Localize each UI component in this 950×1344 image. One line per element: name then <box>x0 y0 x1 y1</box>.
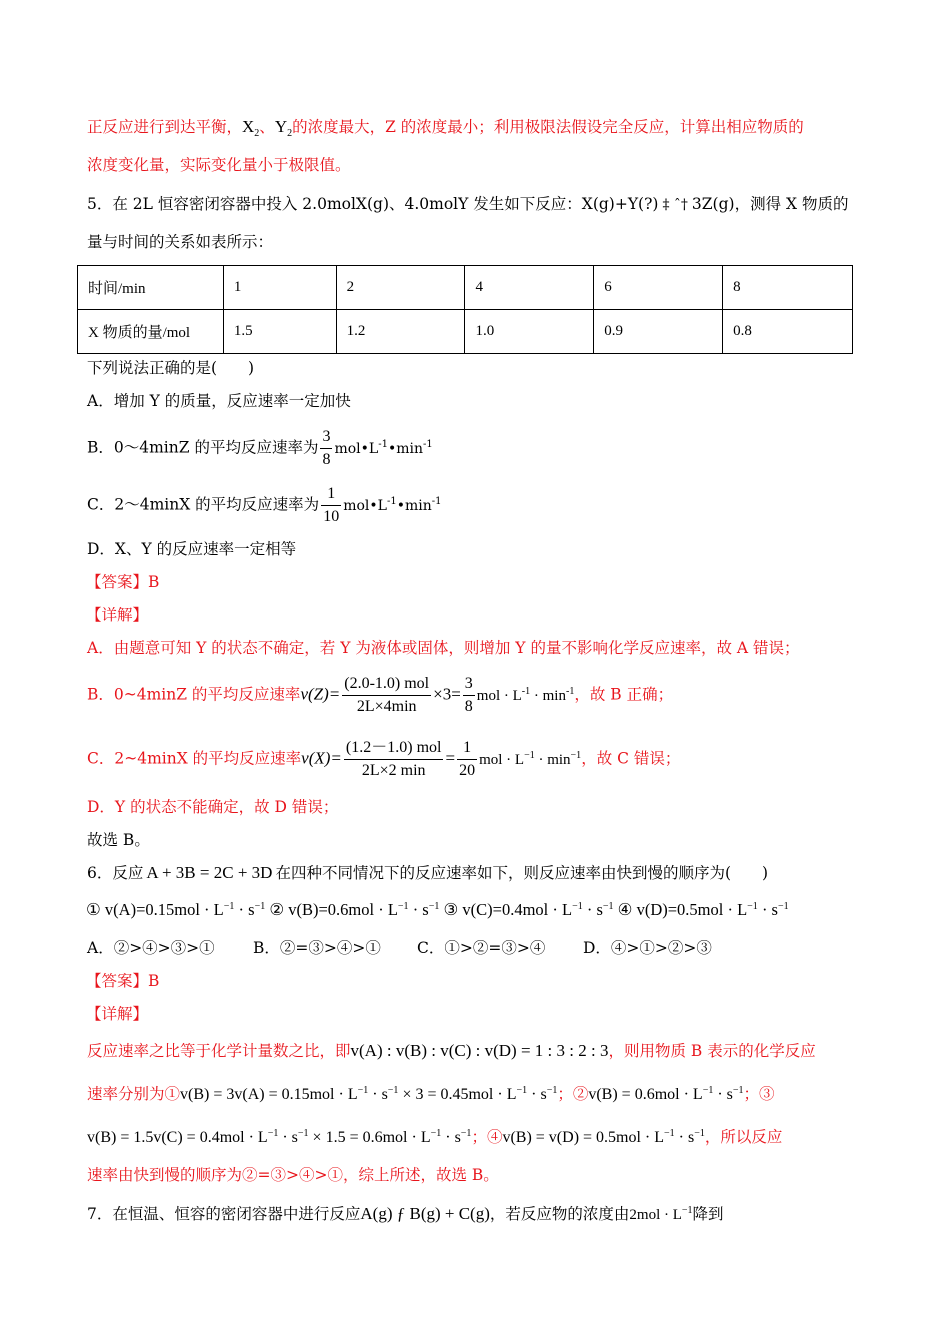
q5-explain-d: D．Y 的状态不能确定，故 D 错误； <box>87 798 339 816</box>
explain-c-post: ，故 C 错误； <box>581 749 681 768</box>
rate-expr: v(X)= <box>301 748 342 768</box>
q5-option-c <box>87 483 441 528</box>
q6-stem-b: 在四种不同情况下的反应速率如下，则反应速率由快到慢的顺序为( ) <box>275 864 769 882</box>
rate-item: ① $v(A)=0.15mol \cdot L^{-1} \cdot s^{-1}$ <box>86 900 266 919</box>
unit: $mol•L^{-1}•\min^{-1}$ <box>343 495 442 514</box>
y2-symbol: $Y_2$ <box>274 117 293 139</box>
table-header-amount: X 物质的量/mol <box>78 310 224 354</box>
rate-item: ③ $v(C)=0.4mol \cdot L^{-1} \cdot s^{-1}$ <box>443 900 614 919</box>
q7-stem <box>87 1203 724 1226</box>
table-cell: 4 <box>465 266 594 310</box>
q5-data-table <box>77 265 853 354</box>
q6-stem-a: 6．反应 <box>87 864 144 882</box>
q5-detail-heading: 【详解】 <box>86 606 149 624</box>
q5-explain-a: A．由题意可知 Y 的状态不确定，若 Y 为液体或固体，则增加 Y 的量不影响化学反应速率，故 A 错误； <box>87 639 800 657</box>
q5-stem-a: 5．在 2L 恒容密闭容器中投入 2.0molX(g)、4.0molY 发生如下反应：X(g)+Y(?) <box>87 195 659 213</box>
option-b-text: B．0～4minZ 的平均反应速率为 <box>87 438 319 457</box>
q5-option-b <box>87 426 433 471</box>
operator: ×3= <box>433 684 461 704</box>
table-row <box>78 266 853 310</box>
fraction: $\frac{1}{10}$ <box>323 485 340 525</box>
equilibrium-arrow: ‡ ˆ† <box>662 197 688 213</box>
fraction: $\frac{3}{8}$ <box>464 675 473 715</box>
rate-expr: v(Z)= <box>300 684 341 704</box>
rate-item: ② $v(B)=0.6mol \cdot L^{-1} \cdot s^{-1}$ <box>269 900 440 919</box>
q6-explain-line-2 <box>87 1083 775 1106</box>
intro-text-b: 的浓度最大，Z 的浓度最小；利用极限法假设完全反应，计算出相应物质的 <box>292 118 804 136</box>
x2-symbol: $X_2$ <box>242 117 260 139</box>
fraction: $\frac{\text{(1.2－1.0) mol}}{2L\times 2 \min}$ <box>345 739 442 779</box>
unit: $mol•L^{-1}•\min^{-1}$ <box>334 438 433 457</box>
q5-stem-b: 3Z(g)，测得 X 物质的 <box>691 195 849 213</box>
explain-text: 速率分别为① <box>87 1085 181 1103</box>
q6-option-b: B．②=③>④>① <box>253 939 381 957</box>
q6-detail-heading: 【详解】 <box>86 1005 149 1023</box>
q5-stem-line-2: 量与时间的关系如表所示： <box>87 233 274 251</box>
table-cell: 1 <box>223 266 336 310</box>
table-cell: 1.5 <box>223 310 336 354</box>
calc-expr: $v(B) = v(D) = 0.5mol \cdot L^{-1} \cdot s^{-1}$ <box>502 1128 705 1146</box>
fraction: $\frac{\text{(2.0-1.0) mol}}{2L\times 4\min}$ <box>344 675 430 715</box>
table-cell: 1.0 <box>465 310 594 354</box>
q6-option-c: C．①>②=③>④ <box>417 939 546 957</box>
q5-option-d: D．X、Y 的反应速率一定相等 <box>87 540 297 558</box>
ratio-expr: v(A) : v(B) : v(C) : v(D) = 1 : 3 : 2 : 3 <box>350 1041 609 1060</box>
q5-question: 下列说法正确的是( ) <box>87 359 255 377</box>
q5-conclusion: 故选 B。 <box>87 831 150 849</box>
explain-text: ；② <box>557 1085 589 1103</box>
q7-stem-a: 7．在恒温、恒容的密闭容器中进行反应 <box>87 1205 361 1223</box>
q6-option-d: D．④>①>②>③ <box>583 939 712 957</box>
intro-text-a: 正反应进行到达平衡， <box>87 118 243 136</box>
q5-answer: 【答案】B <box>86 573 160 591</box>
rate-item: ④ $v(D)=0.5mol \cdot L^{-1} \cdot s^{-1}$ <box>617 900 789 919</box>
explain-c-text: C．2~4minX 的平均反应速率 <box>87 749 302 768</box>
q6-answer: 【答案】B <box>86 972 160 990</box>
table-cell: 8 <box>723 266 853 310</box>
q6-explain-line-1 <box>87 1040 816 1062</box>
q7-stem-c: 降到 <box>692 1205 724 1223</box>
table-cell: 0.9 <box>594 310 723 354</box>
concentration: $2mol \cdot L^{-1}$ <box>629 1205 693 1223</box>
fraction: $\frac{3}{8}$ <box>322 428 331 468</box>
calc-expr: $v(B) = 0.6mol \cdot L^{-1} \cdot s^{-1}$ <box>588 1085 744 1103</box>
explain-text: ，所以反应 <box>704 1128 783 1146</box>
reaction-equation: A(g) ƒ B(g) + C(g) <box>360 1204 490 1223</box>
explain-b-post: ，故 B 正确； <box>574 685 674 704</box>
table-cell: 2 <box>336 266 465 310</box>
unit: mol · $L^{-1} \cdot \min^{-1}$ <box>479 749 582 768</box>
q6-stem <box>87 862 768 884</box>
option-c-text: C．2～4minX 的平均反应速率为 <box>87 495 320 514</box>
explain-b-text: B．0~4minZ 的平均反应速率 <box>87 685 301 704</box>
table-row <box>78 310 853 354</box>
fraction: $\frac{1}{20}$ <box>459 739 476 779</box>
explain-text: 反应速率之比等于化学计量数之比，即 <box>87 1042 351 1060</box>
q5-explain-b <box>87 673 673 718</box>
q6-option-a: A．②>④>③>① <box>87 939 215 957</box>
table-cell: 0.8 <box>723 310 853 354</box>
intro-line-1 <box>87 116 804 138</box>
q5-stem-line-1 <box>87 193 848 216</box>
q6-rates <box>86 899 789 921</box>
table-cell: 1.2 <box>336 310 465 354</box>
table-cell: 6 <box>594 266 723 310</box>
explain-text: ，则用物质 B 表示的化学反应 <box>608 1042 816 1060</box>
operator: = <box>445 748 456 768</box>
q5-option-a: A．增加 Y 的质量，反应速率一定加快 <box>87 392 351 410</box>
q7-stem-b: ，若反应物的浓度由 <box>489 1205 630 1223</box>
unit: mol · $L^{-1} \cdot \min^{-1}$ <box>476 685 575 704</box>
table-header-time: 时间/min <box>78 266 224 310</box>
calc-expr: $v(B) = 1.5v(C) = 0.4mol \cdot L^{-1} \cdot s^{-1} \times 1.5 = 0.6mol \cdot L^{-1} \cdot s^{-1}$ <box>87 1128 472 1146</box>
separator: 、 <box>259 118 275 136</box>
q6-explain-line-4: 速率由快到慢的顺序为②=③>④>①，综上所述，故选 B。 <box>87 1166 499 1184</box>
explain-text: ；④ <box>471 1128 503 1146</box>
calc-expr: $v(B) = 3v(A) = 0.15mol \cdot L^{-1} \cdot s^{-1} \times 3 = 0.45mol \cdot L^{-1} \cdot s^{-1}$ <box>180 1085 558 1103</box>
reaction-equation: A + 3B = 2C + 3D <box>146 863 273 882</box>
q6-explain-line-3 <box>87 1126 782 1149</box>
q5-explain-c <box>87 737 680 782</box>
intro-line-2: 浓度变化量，实际变化量小于极限值。 <box>87 156 351 174</box>
explain-text: ；③ <box>743 1085 775 1103</box>
q6-options <box>87 937 712 959</box>
